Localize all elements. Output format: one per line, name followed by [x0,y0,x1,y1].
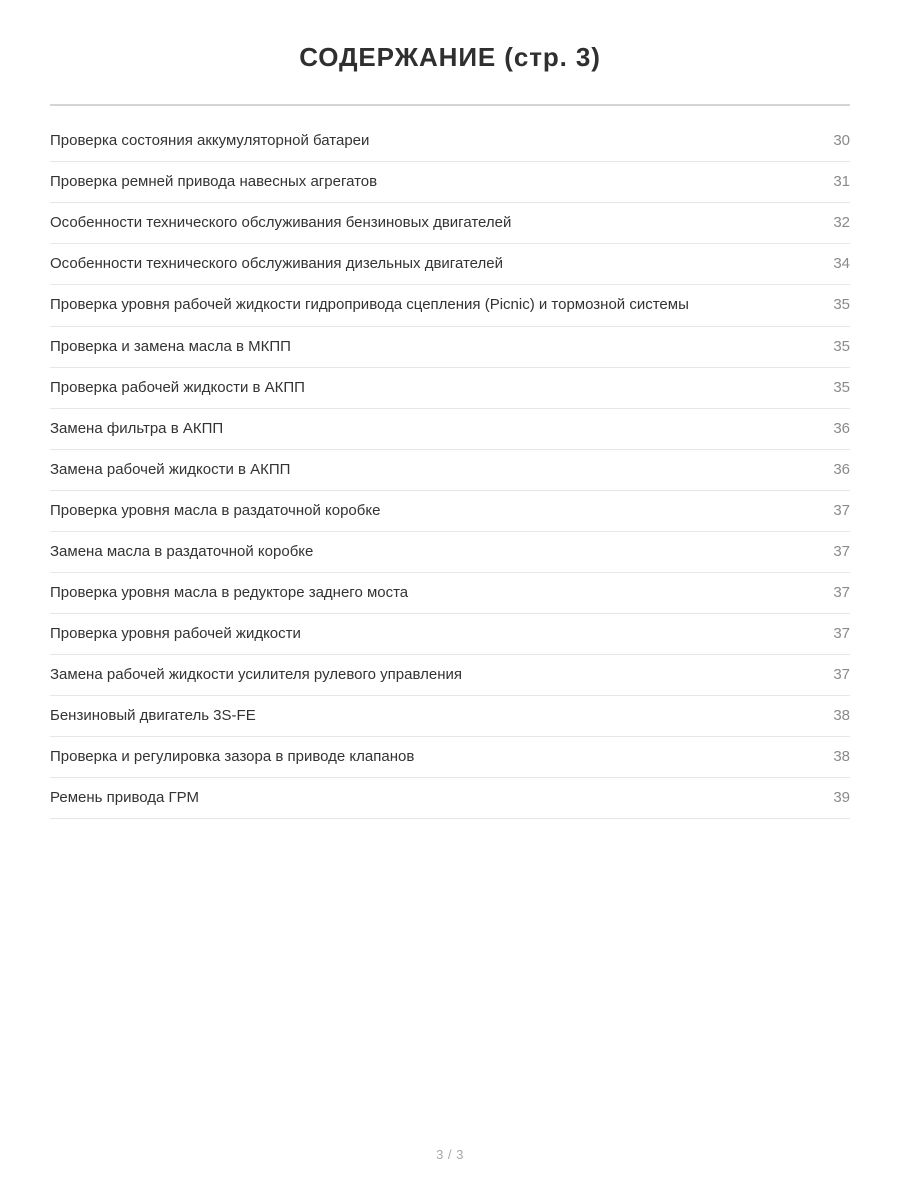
page-footer: 3 / 3 [436,1147,464,1162]
toc-entry-title: Замена рабочей жидкости в АКПП [50,461,291,478]
toc-entry-page-number: 38 [833,748,850,765]
toc-entry-page-number: 36 [833,461,850,478]
toc-entry-title: Проверка и замена масла в МКПП [50,338,291,355]
toc-entry-title: Замена фильтра в АКПП [50,420,224,437]
toc-entry-page-number: 32 [833,214,850,231]
toc-entry[interactable] [50,285,850,327]
toc-entry[interactable] [50,573,850,614]
toc-entry[interactable] [50,614,850,655]
toc-entry-page-number: 34 [833,255,850,272]
toc-entry-title: Ремень привода ГРМ [50,789,199,806]
toc-entry[interactable] [50,737,850,778]
toc-entry-title: Проверка уровня рабочей жидкости гидропривода сцепления (Picnic) и тормозной системы [50,296,689,313]
toc-entry-page-number: 39 [833,789,850,806]
toc-entry-title: Проверка уровня рабочей жидкости [50,625,301,642]
toc-entry-page-number: 37 [833,666,850,683]
toc-entry[interactable] [50,121,850,162]
toc-entry[interactable] [50,368,850,409]
toc-entry-page-number: 37 [833,543,850,560]
toc-entry-title: Особенности технического обслуживания дизельных двигателей [50,255,503,272]
toc-entry-page-number: 30 [833,132,850,149]
toc-entry[interactable] [50,696,850,737]
toc-entry-title: Особенности технического обслуживания бензиновых двигателей [50,214,512,231]
toc-entry-title: Проверка рабочей жидкости в АКПП [50,379,305,396]
toc-entry-page-number: 35 [833,379,850,396]
toc-entry[interactable] [50,450,850,491]
toc-entry-page-number: 36 [833,420,850,437]
toc-entry[interactable] [50,409,850,450]
toc-entry-page-number: 35 [833,338,850,355]
toc-entry-title: Проверка уровня масла в редукторе заднего моста [50,584,409,601]
toc-entry-page-number: 31 [833,173,850,190]
toc-entry[interactable] [50,244,850,285]
toc-entry-title: Проверка состояния аккумуляторной батареи [50,132,370,149]
toc-entry-title: Замена рабочей жидкости усилителя рулевого управления [50,666,462,683]
table-of-contents [50,121,850,819]
toc-entry[interactable] [50,203,850,244]
toc-entry-page-number: 37 [833,584,850,601]
title-divider [50,104,850,106]
toc-entry[interactable] [50,655,850,696]
toc-entry-page-number: 38 [833,707,850,724]
toc-entry-page-number: 37 [833,502,850,519]
toc-entry[interactable] [50,162,850,203]
toc-entry-title: Замена масла в раздаточной коробке [50,543,314,560]
toc-entry-page-number: 37 [833,625,850,642]
toc-entry-title: Проверка и регулировка зазора в приводе клапанов [50,748,415,765]
page-title: СОДЕРЖАНИЕ (стр. 3) [299,42,601,72]
toc-entry[interactable] [50,327,850,368]
toc-entry-title: Проверка уровня масла в раздаточной коробке [50,502,381,519]
toc-entry-title: Проверка ремней привода навесных агрегатов [50,173,378,190]
content-spacer [0,819,900,1147]
toc-entry[interactable] [50,532,850,573]
toc-entry[interactable] [50,491,850,532]
toc-entry-page-number: 35 [833,296,850,313]
toc-entry-title: Бензиновый двигатель 3S-FE [50,707,256,724]
toc-entry[interactable] [50,778,850,819]
